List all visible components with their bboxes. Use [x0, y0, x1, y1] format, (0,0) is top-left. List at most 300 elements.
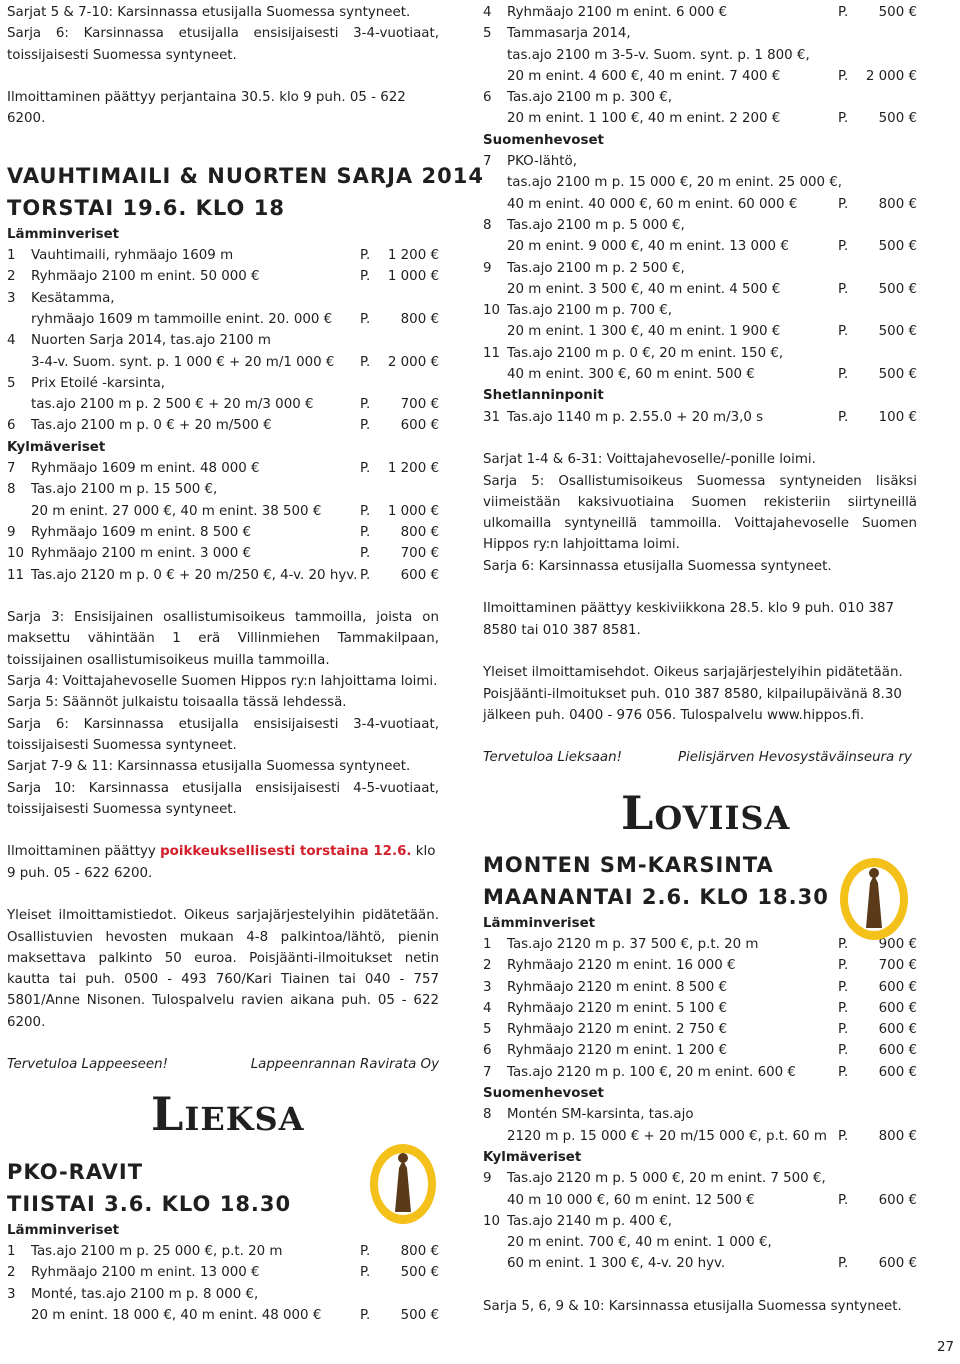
race-entry — [483, 172, 917, 193]
race-prize — [838, 955, 917, 976]
race-number: 9 — [7, 524, 16, 540]
race-number: 9 — [483, 260, 492, 276]
race-number — [483, 1253, 507, 1274]
prize-label: P. — [360, 461, 371, 477]
race-terms: Tas.ajo 2100 m p. 25 000 €, p.t. 20 m — [31, 1243, 283, 1259]
race-entry — [7, 479, 439, 500]
race-prize — [838, 1253, 917, 1274]
general-info: Yleiset ilmoittamistiedot. Oikeus sarjajärjestelyihin pidätetään. Osallistuvien hevosten mukaan 4-8 palkintoa/lähtö, pienin maksettava palkinto 50 euroa. Poisjäänti-ilmoitukset netin kautta tai puh. 0500 - 493 760/Kari Tiainen tai 040 - 757 5801/Anne Nisonen. Tulospalvelu ravien aikana puh. 05 - 622 6200. — [7, 908, 439, 1030]
race-entry — [483, 1062, 917, 1083]
race-terms: 20 m enint. 700 €, 40 m enint. 1 000 €, — [507, 1235, 772, 1251]
race-number: 5 — [483, 1022, 492, 1038]
race-notes — [7, 607, 439, 820]
prize-value: 500 € — [878, 324, 917, 340]
race-terms: Vauhtimaili, ryhmäajo 1609 m — [31, 248, 234, 264]
race-number: 1 — [7, 1243, 16, 1259]
note-paragraph: Sarja 5: Osallistumisoikeus Suomessa syntyneiden lisäksi viimeistään kaksivuotiaina Suomen rekisteriin siirtyneillä ulkomailla syntyneillä tammoilla. Voittajahevoselle Suomen Hippos ry:n lahjoittama loimi. — [483, 473, 917, 553]
race-terms: Tammasarja 2014, — [507, 26, 631, 42]
note-paragraph: Sarjat 1-4 & 6-31: Voittajahevoselle/-ponille loimi. — [483, 452, 816, 468]
race-prize — [360, 1262, 439, 1283]
race-entry — [7, 565, 439, 586]
race-prize — [360, 245, 439, 266]
race-number: 2 — [7, 1265, 16, 1281]
prize-value: 800 € — [400, 1243, 439, 1259]
race-terms: Tas.ajo 2100 m p. 5 000 €, — [507, 217, 685, 233]
intro-signup: Ilmoittaminen päättyy perjantaina 30.5. klo 9 puh. 05 - 622 6200. — [7, 90, 406, 127]
prize-label: P. — [360, 1307, 371, 1323]
race-terms: Ryhmäajo 2100 m enint. 50 000 € — [31, 269, 260, 285]
race-entry — [483, 321, 917, 342]
race-entry — [7, 1305, 439, 1326]
category-heading: Kylmäveriset — [7, 439, 106, 455]
race-entry — [7, 309, 439, 330]
signup-info: Ilmoittaminen päättyy poikkeuksellisesti torstaina 12.6. klo 9 puh. 05 - 622 6200. — [7, 844, 436, 881]
race-number: 11 — [483, 345, 501, 361]
race-number — [7, 309, 31, 330]
prize-value: 500 € — [878, 281, 917, 297]
race-number — [7, 352, 31, 373]
race-terms: Tas.ajo 2100 m p. 0 €, 20 m enint. 150 €, — [507, 345, 784, 361]
race-prize — [360, 352, 439, 373]
prize-value: 700 € — [400, 397, 439, 413]
race-terms: 20 m enint. 4 600 €, 40 m enint. 7 400 € — [507, 68, 781, 84]
race-prize — [838, 108, 917, 129]
race-number — [483, 236, 507, 257]
signup-info: Ilmoittaminen päättyy keskiviikkona 28.5. klo 9 puh. 010 387 8580 tai 010 387 8581. — [483, 601, 894, 638]
club-logo — [838, 856, 910, 946]
race-terms: Kesätamma, — [31, 290, 115, 306]
prize-value: 800 € — [878, 1128, 917, 1144]
prize-value: 600 € — [400, 418, 439, 434]
race-terms: Tas.ajo 2100 m p. 15 500 €, — [31, 482, 218, 498]
note-paragraph: Sarja 3: Ensisijainen osallistumisoikeus tammoilla, joista on maksettu vähintään 1 erä Villinmiehen Tammakilpaan, toissijainen osallistumisoikeus muilla tammoilla. — [7, 610, 439, 668]
prize-label: P. — [360, 524, 371, 540]
race-terms: Tas.ajo 2120 m p. 5 000 €, 20 m enint. 7 500 €, — [507, 1171, 826, 1187]
race-number: 11 — [7, 567, 25, 583]
race-terms: Ryhmäajo 2100 m enint. 13 000 € — [31, 1265, 260, 1281]
event-date: TIISTAI 3.6. KLO 18.30 — [7, 1191, 292, 1216]
race-entry — [7, 394, 439, 415]
race-terms: Tas.ajo 2120 m p. 0 € + 20 m/250 €, 4-v. 20 hyv. — [31, 567, 358, 583]
race-prize — [838, 364, 917, 385]
race-entry — [483, 364, 917, 385]
race-prize — [838, 1126, 917, 1147]
note-paragraph: Sarja 10: Karsinnassa etusijalla ensisijaisesti 4-5-vuotiaat, toissijaisesti Suomessa syntyneet. — [7, 780, 439, 817]
left-column — [7, 2, 484, 1326]
race-number — [483, 172, 507, 193]
page-number: 27 — [936, 1340, 954, 1355]
race-entry — [483, 87, 917, 108]
race-terms: Ryhmäajo 1609 m enint. 8 500 € — [31, 524, 252, 540]
welcome-text: Tervetuloa Lieksaan! — [483, 750, 622, 766]
race-entry — [483, 955, 917, 976]
event-title: PKO-RAVIT — [7, 1159, 144, 1184]
prize-value: 600 € — [878, 1256, 917, 1272]
event-title: MONTEN SM-KARSINTA — [483, 852, 774, 877]
category-heading: Kylmäveriset — [483, 1149, 582, 1165]
race-entry — [483, 407, 917, 428]
race-terms: Tas.ajo 2100 m p. 700 €, — [507, 303, 673, 319]
race-number: 6 — [7, 418, 16, 434]
note-paragraph: Sarja 6: Karsinnassa etusijalla Suomessa syntyneet. — [483, 558, 832, 574]
race-terms: 2120 m p. 15 000 € + 20 m/15 000 €, p.t. 60 m — [507, 1128, 827, 1144]
category-heading: Lämminveriset — [483, 915, 596, 931]
race-number — [483, 1190, 507, 1211]
prize-label: P. — [838, 1000, 849, 1016]
race-entry — [483, 279, 917, 300]
race-number: 4 — [7, 333, 16, 349]
race-prize — [838, 1019, 917, 1040]
race-number: 10 — [483, 1213, 501, 1229]
prize-label: P. — [838, 1128, 849, 1144]
race-number: 8 — [7, 482, 16, 498]
race-prize — [838, 2, 917, 23]
race-entry — [483, 998, 917, 1019]
intro-notes — [7, 2, 439, 66]
race-number: 3 — [7, 290, 16, 306]
race-entry — [483, 1253, 917, 1274]
race-number — [483, 194, 507, 215]
race-prize — [360, 309, 439, 330]
prize-value: 500 € — [878, 239, 917, 255]
prize-value: 900 € — [878, 936, 917, 952]
race-number: 8 — [483, 217, 492, 233]
race-entry — [7, 415, 439, 436]
race-prize — [360, 522, 439, 543]
race-prize — [838, 279, 917, 300]
prize-value: 700 € — [878, 958, 917, 974]
race-prize — [838, 194, 917, 215]
race-number: 3 — [7, 1286, 16, 1302]
race-entry — [7, 1241, 439, 1262]
race-terms: Ryhmäajo 2100 m enint. 6 000 € — [507, 5, 728, 20]
race-number: 7 — [483, 1064, 492, 1080]
prize-value: 800 € — [878, 196, 917, 212]
race-number: 1 — [7, 248, 16, 264]
race-entry — [483, 151, 917, 172]
race-prize — [838, 998, 917, 1019]
prize-label: P. — [838, 409, 849, 425]
prize-label: P. — [360, 311, 371, 327]
prize-value: 500 € — [400, 1265, 439, 1281]
race-number — [483, 364, 507, 385]
race-terms: Tas.ajo 2100 m p. 2 500 €, — [507, 260, 685, 276]
race-terms: 20 m enint. 1 100 €, 40 m enint. 2 200 € — [507, 111, 781, 127]
prize-label: P. — [838, 1022, 849, 1038]
race-prize — [838, 321, 917, 342]
race-prize — [360, 501, 439, 522]
race-prize — [360, 565, 439, 586]
race-number: 6 — [483, 90, 492, 106]
race-entry — [483, 1126, 917, 1147]
event-date: MAANANTAI 2.6. KLO 18.30 — [483, 884, 829, 909]
race-list — [483, 2, 917, 428]
race-terms: PKO-lähtö, — [507, 154, 577, 170]
prize-label: P. — [838, 68, 849, 84]
prize-value: 1 200 € — [387, 461, 439, 477]
race-entry — [483, 977, 917, 998]
race-terms: 40 m enint. 300 €, 60 m enint. 500 € — [507, 367, 755, 383]
right-column — [483, 2, 917, 1317]
race-terms: 3-4-v. Suom. synt. p. 1 000 € + 20 m/1 000 € — [31, 354, 335, 370]
race-terms: 20 m enint. 3 500 €, 40 m enint. 4 500 € — [507, 281, 781, 297]
race-entry — [483, 66, 917, 87]
race-entry — [483, 343, 917, 364]
race-list — [483, 913, 917, 1275]
race-entry — [7, 543, 439, 564]
prize-label: P. — [838, 958, 849, 974]
race-list — [7, 1220, 439, 1326]
race-prize — [360, 415, 439, 436]
prize-label: P. — [838, 111, 849, 127]
race-terms: 20 m enint. 27 000 €, 40 m enint. 38 500 € — [31, 503, 322, 519]
prize-value: 500 € — [878, 111, 917, 127]
organizer-text: Pielisjärven Hevosystäväinseura ry — [677, 750, 912, 766]
race-entry — [7, 288, 439, 309]
race-entry — [483, 1104, 917, 1125]
prize-value: 2 000 € — [387, 354, 439, 370]
race-entry — [7, 373, 439, 394]
race-entry — [483, 1190, 917, 1211]
prize-value: 600 € — [878, 1000, 917, 1016]
race-terms: Ryhmäajo 2100 m enint. 3 000 € — [31, 546, 252, 562]
club-logo — [368, 1142, 438, 1230]
note-paragraph: Sarja 6: Karsinnassa etusijalla ensisijaisesti 3-4-vuotiaat, toissijaisesti Suomessa syntyneet. — [7, 716, 439, 753]
prize-label: P. — [838, 936, 849, 952]
race-number: 3 — [483, 979, 492, 995]
prize-value: 800 € — [400, 524, 439, 540]
prize-label: P. — [838, 979, 849, 995]
race-number — [483, 66, 507, 87]
race-terms: Ryhmäajo 2120 m enint. 16 000 € — [507, 958, 736, 974]
race-number: 5 — [483, 26, 492, 42]
prize-label: P. — [360, 546, 371, 562]
race-prize — [360, 543, 439, 564]
race-entry — [483, 215, 917, 236]
general-info: Yleiset ilmoittamisehdot. Oikeus sarjajärjestelyihin pidätetään. Poisjäänti-ilmoitukset puh. 010 387 8580, kilpailupäivänä 8.30 jälkeen puh. 0400 - 976 056. Tulospalvelu www.hippos.fi. — [483, 665, 903, 723]
prize-value: 100 € — [878, 409, 917, 425]
welcome-text: Tervetuloa Lappeeseen! — [7, 1057, 168, 1073]
race-prize — [838, 1040, 917, 1061]
race-entry — [7, 330, 439, 351]
prize-value: 600 € — [878, 1043, 917, 1059]
prize-value: 2 000 € — [865, 68, 917, 84]
prize-label: P. — [360, 248, 371, 264]
signup-highlight: poikkeuksellisesti torstaina 12.6. — [160, 844, 412, 860]
prize-value: 600 € — [878, 1022, 917, 1038]
race-terms: Tas.ajo 2100 m p. 0 € + 20 m/500 € — [31, 418, 272, 434]
race-number: 1 — [483, 936, 492, 952]
race-number: 9 — [483, 1171, 492, 1187]
race-terms: 40 m enint. 40 000 €, 60 m enint. 60 000 € — [507, 196, 798, 212]
race-number: 10 — [483, 303, 501, 319]
race-number: 5 — [7, 375, 16, 391]
race-number: 31 — [483, 409, 501, 425]
race-prize — [838, 236, 917, 257]
race-number — [483, 108, 507, 129]
race-terms: 60 m enint. 1 300 €, 4-v. 20 hyv. — [507, 1256, 726, 1272]
prize-value: 600 € — [878, 979, 917, 995]
race-number — [7, 1305, 31, 1326]
prize-label: P. — [838, 1064, 849, 1080]
final-note: Sarja 5, 6, 9 & 10: Karsinnassa etusijalla Suomessa syntyneet. — [483, 1299, 902, 1315]
race-terms: Tas.ajo 1140 m p. 2.55.0 + 20 m/3,0 s — [507, 409, 764, 425]
race-terms: Nuorten Sarja 2014, tas.ajo 2100 m — [31, 333, 271, 349]
race-terms: Tas.ajo 2120 m p. 37 500 €, p.t. 20 m — [507, 936, 759, 952]
prize-value: 600 € — [878, 1064, 917, 1080]
race-entry — [483, 1019, 917, 1040]
race-entry — [483, 23, 917, 44]
race-terms: Ryhmäajo 2120 m enint. 1 200 € — [507, 1043, 728, 1059]
race-number — [7, 394, 31, 415]
race-number: 4 — [483, 5, 492, 20]
race-prize — [838, 977, 917, 998]
prize-value: 500 € — [878, 5, 917, 20]
race-number: 2 — [483, 958, 492, 974]
race-entry — [7, 1284, 439, 1305]
note-paragraph: Sarja 6: Karsinnassa etusijalla ensisijaisesti 3-4-vuotiaat, toissijaisesti Suomessa syntyneet. — [7, 26, 439, 63]
race-terms: Tas.ajo 2140 m p. 400 €, — [507, 1213, 673, 1229]
race-entry — [483, 236, 917, 257]
race-entry — [7, 1262, 439, 1283]
race-entry — [483, 194, 917, 215]
town-title: Lieksa — [151, 1086, 305, 1141]
race-prize — [360, 266, 439, 287]
race-terms: 40 m 10 000 €, 60 m enint. 12 500 € — [507, 1192, 755, 1208]
race-entry — [483, 258, 917, 279]
prize-value: 700 € — [400, 546, 439, 562]
prize-label: P. — [838, 281, 849, 297]
race-entry — [7, 458, 439, 479]
prize-value: 1 200 € — [387, 248, 439, 264]
note-paragraph: Sarjat 5 & 7-10: Karsinnassa etusijalla Suomessa syntyneet. — [7, 5, 411, 20]
prize-value: 600 € — [878, 1192, 917, 1208]
prize-label: P. — [360, 354, 371, 370]
race-prize — [360, 458, 439, 479]
race-prize — [838, 1062, 917, 1083]
prize-value: 1 000 € — [387, 503, 439, 519]
category-heading: Suomenhevoset — [483, 132, 604, 148]
race-terms: Ryhmäajo 1609 m enint. 48 000 € — [31, 461, 260, 477]
race-entry — [7, 522, 439, 543]
race-number: 7 — [7, 461, 16, 477]
race-number: 8 — [483, 1107, 492, 1123]
race-number: 6 — [483, 1043, 492, 1059]
race-number — [483, 1126, 507, 1147]
race-list — [7, 224, 439, 586]
race-terms: Ryhmäajo 2120 m enint. 5 100 € — [507, 1000, 728, 1016]
race-terms: tas.ajo 2100 m p. 2 500 € + 20 m/3 000 € — [31, 397, 314, 413]
prize-label: P. — [838, 367, 849, 383]
prize-label: P. — [838, 324, 849, 340]
race-prize — [360, 394, 439, 415]
race-prize — [360, 1241, 439, 1262]
prize-label: P. — [838, 1043, 849, 1059]
prize-label: P. — [360, 567, 371, 583]
organizer-text: Lappeenrannan Ravirata Oy — [250, 1057, 439, 1073]
race-terms: Prix Etoilé -karsinta, — [31, 375, 166, 391]
race-entry — [7, 501, 439, 522]
race-entry — [483, 45, 917, 66]
category-heading: Suomenhevoset — [483, 1086, 604, 1102]
category-heading: Lämminveriset — [7, 1222, 120, 1238]
prize-label: P. — [360, 1265, 371, 1281]
prize-label: P. — [838, 196, 849, 212]
race-prize — [838, 1190, 917, 1211]
race-entry — [7, 352, 439, 373]
race-entry — [7, 245, 439, 266]
prize-value: 600 € — [400, 567, 439, 583]
race-terms: tas.ajo 2100 m p. 15 000 €, 20 m enint. 25 000 €, — [507, 175, 843, 191]
race-entry — [483, 2, 917, 23]
signature-line — [483, 747, 917, 768]
race-number — [483, 1232, 507, 1253]
race-number: 4 — [483, 1000, 492, 1016]
race-entry — [483, 1211, 917, 1232]
section-heading: VAUHTIMAILI & NUORTEN SARJA 2014 — [7, 163, 484, 188]
section-date: TORSTAI 19.6. KLO 18 — [7, 195, 285, 220]
race-terms: Monté, tas.ajo 2100 m p. 8 000 €, — [31, 1286, 259, 1302]
race-terms: 20 m enint. 18 000 €, 40 m enint. 48 000 € — [31, 1307, 322, 1323]
prize-value: 500 € — [878, 367, 917, 383]
race-entry — [483, 108, 917, 129]
prize-label: P. — [360, 1243, 371, 1259]
race-terms: Montén SM-karsinta, tas.ajo — [507, 1107, 694, 1123]
race-terms: tas.ajo 2100 m 3-5-v. Suom. synt. p. 1 800 €, — [507, 47, 810, 63]
prize-label: P. — [360, 418, 371, 434]
race-number: 7 — [483, 154, 492, 170]
prize-label: P. — [838, 5, 849, 20]
race-terms: Tas.ajo 2120 m p. 100 €, 20 m enint. 600 € — [507, 1064, 796, 1080]
note-paragraph: Sarja 4: Voittajahevoselle Suomen Hippos ry:n lahjoittama loimi. — [7, 674, 438, 690]
race-number — [483, 45, 507, 66]
race-terms: Ryhmäajo 2120 m enint. 2 750 € — [507, 1022, 728, 1038]
prize-label: P. — [360, 503, 371, 519]
race-number — [7, 501, 31, 522]
prize-value: 800 € — [400, 311, 439, 327]
prize-label: P. — [360, 397, 371, 413]
race-terms: 20 m enint. 9 000 €, 40 m enint. 13 000 € — [507, 239, 789, 255]
prize-label: P. — [838, 1192, 849, 1208]
race-entry — [483, 1168, 917, 1189]
race-number — [483, 279, 507, 300]
category-heading: Lämminveriset — [7, 226, 120, 242]
prize-value: 1 000 € — [387, 269, 439, 285]
race-terms: Ryhmäajo 2120 m enint. 8 500 € — [507, 979, 728, 995]
race-number — [483, 321, 507, 342]
prize-value: 500 € — [400, 1307, 439, 1323]
prize-label: P. — [838, 239, 849, 255]
race-terms: Tas.ajo 2100 m p. 300 €, — [507, 90, 673, 106]
race-number: 2 — [7, 269, 16, 285]
race-prize — [360, 1305, 439, 1326]
race-entry — [483, 1040, 917, 1061]
prize-label: P. — [360, 269, 371, 285]
category-heading: Shetlanninponit — [483, 388, 604, 404]
signature-line — [7, 1054, 439, 1075]
race-terms: 20 m enint. 1 300 €, 40 m enint. 1 900 € — [507, 324, 781, 340]
race-prize — [838, 66, 917, 87]
race-terms: ryhmäajo 1609 m tammoille enint. 20. 000 € — [31, 311, 333, 327]
note-paragraph: Sarja 5: Säännöt julkaistu toisaalla tässä lehdessä. — [7, 695, 347, 711]
note-paragraph: Sarjat 7-9 & 11: Karsinnassa etusijalla Suomessa syntyneet. — [7, 759, 411, 775]
race-entry — [483, 300, 917, 321]
race-notes — [483, 449, 917, 577]
race-number: 10 — [7, 546, 25, 562]
race-entry — [483, 1232, 917, 1253]
prize-label: P. — [838, 1256, 849, 1272]
town-title: Loviisa — [621, 785, 791, 840]
